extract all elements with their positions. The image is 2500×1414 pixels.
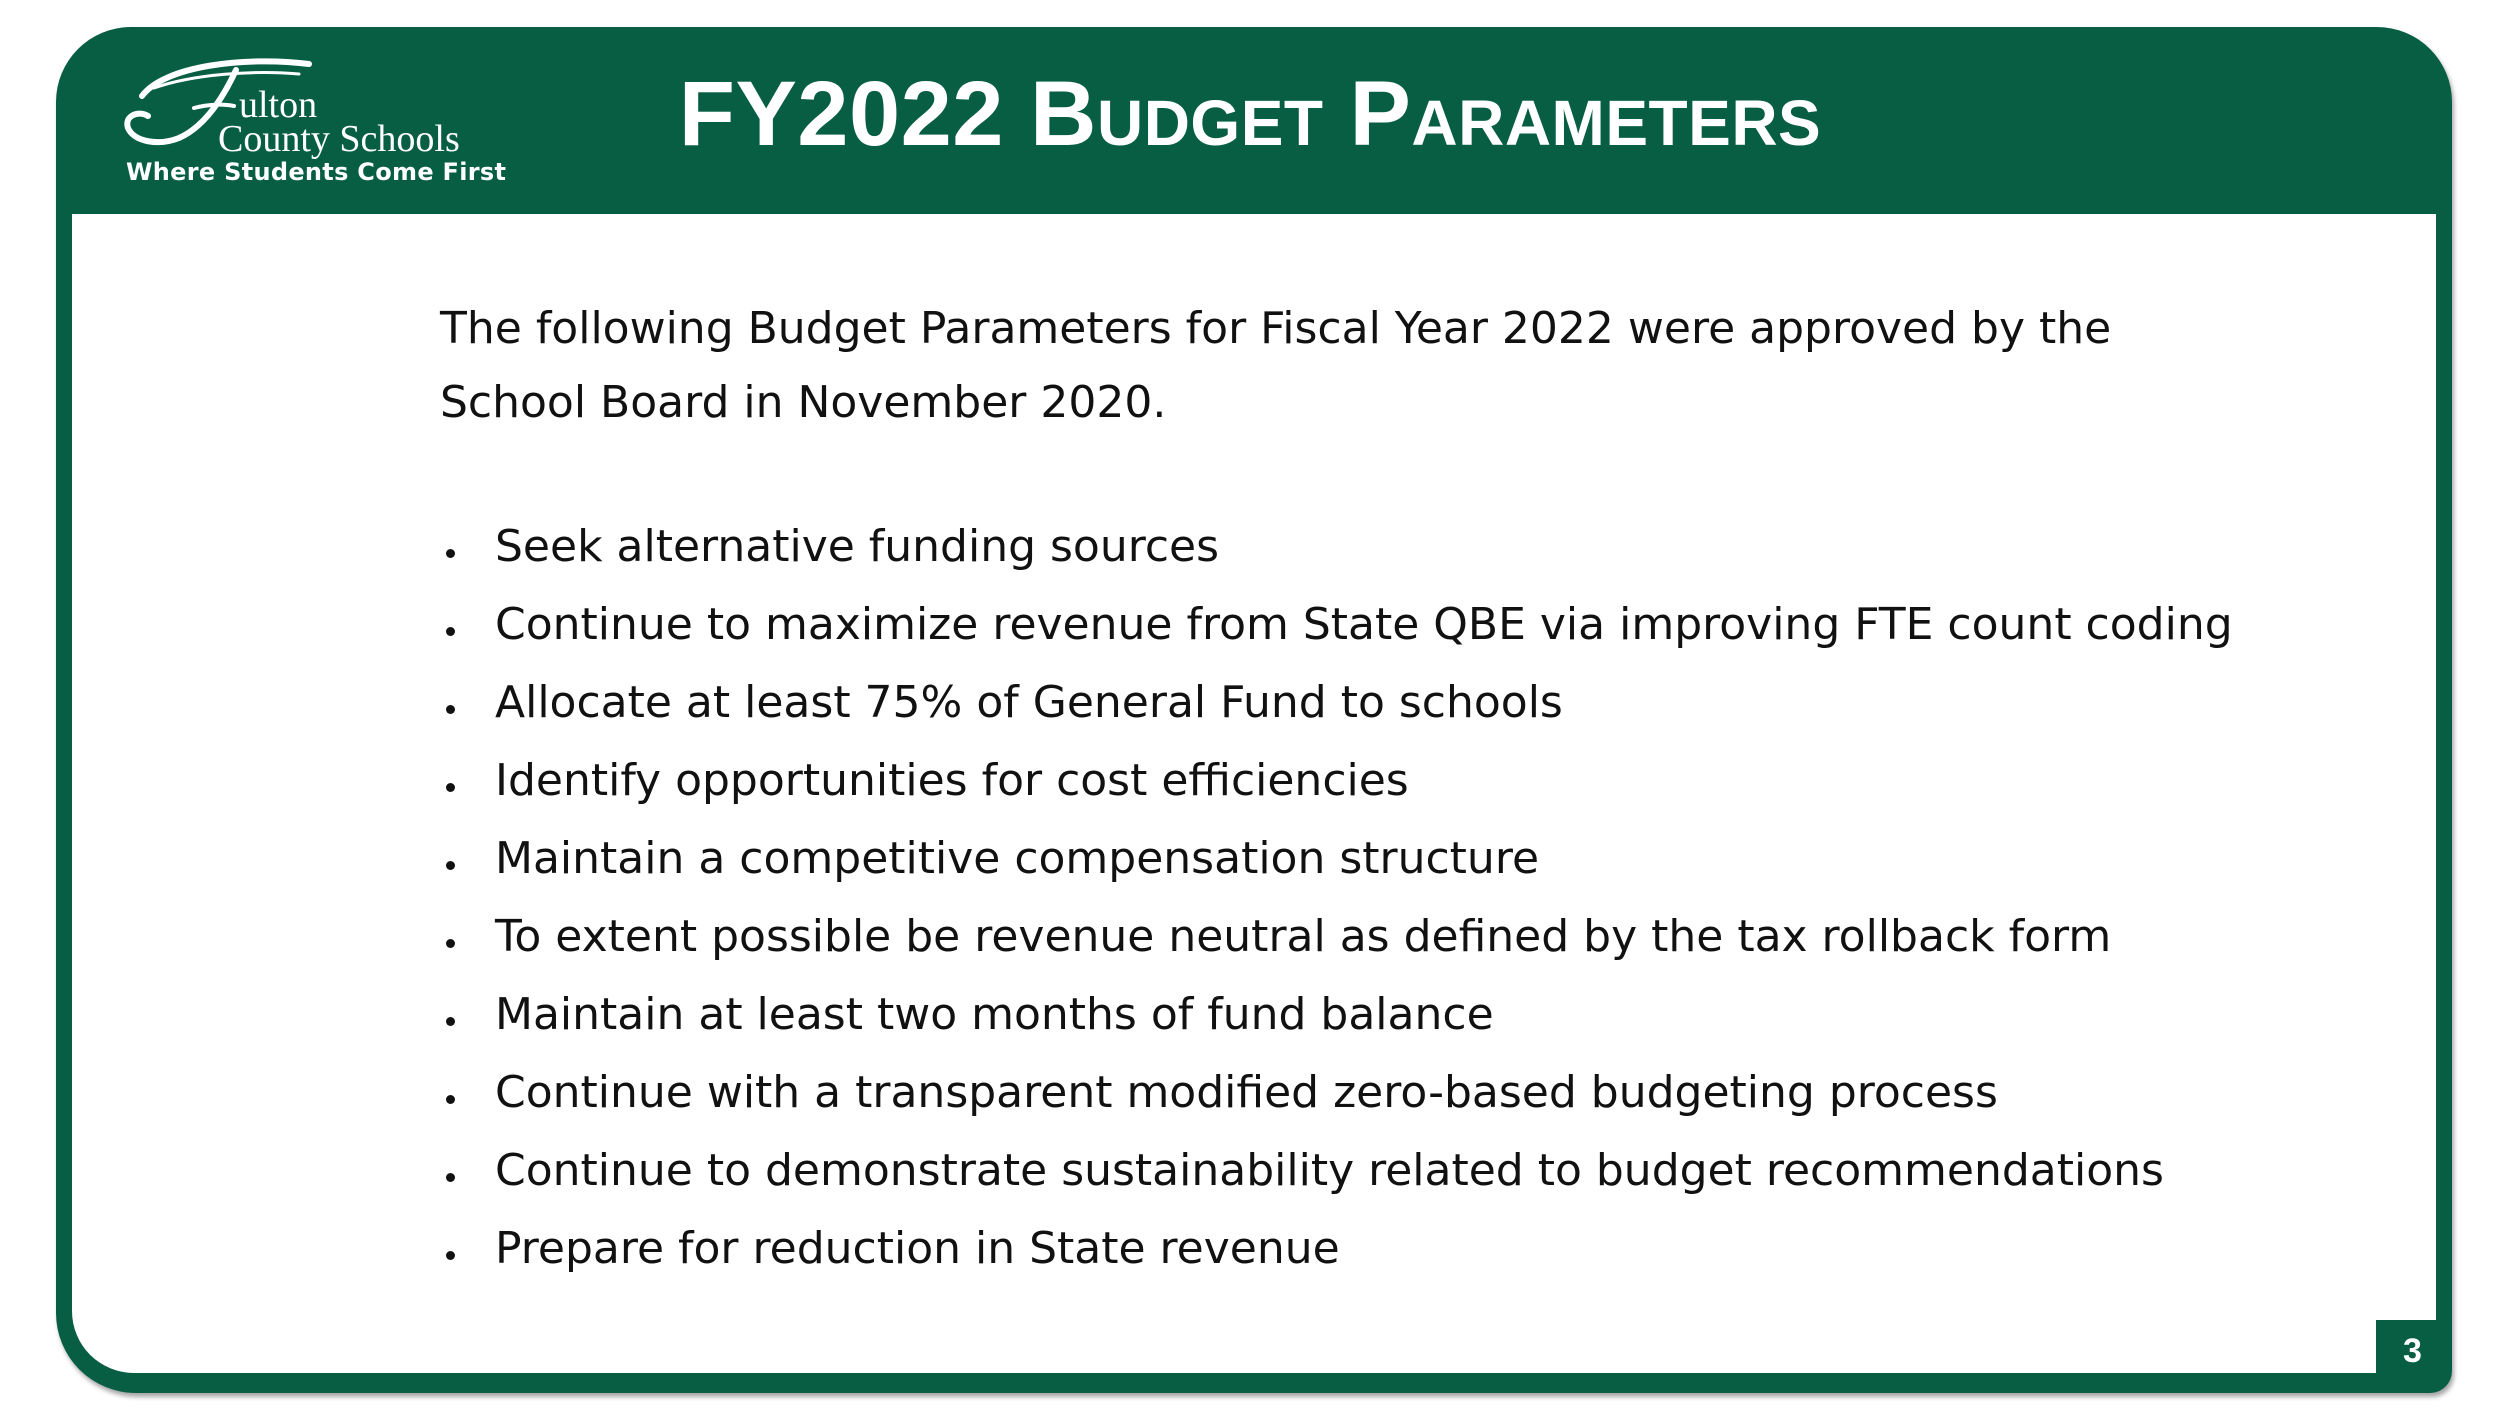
bullet-icon <box>446 1095 455 1104</box>
logo-tagline: Where Students Come First <box>126 158 507 186</box>
list-item-text: Prepare for reduction in State revenue <box>495 1223 1340 1274</box>
intro-paragraph: The following Budget Parameters for Fiscal Year 2022 were approved by the School Board in November 2020. <box>440 303 2112 428</box>
list-item-text: Continue to maximize revenue from State QBE via improving FTE count coding <box>495 599 2233 650</box>
list-item-text: Maintain a competitive compensation structure <box>495 833 1540 884</box>
logo-text-line2: County Schools <box>218 118 460 160</box>
list-item-text: Continue to demonstrate sustainability related to budget recommendations <box>495 1145 2164 1196</box>
list-item <box>440 1132 2233 1210</box>
list-item <box>440 586 2233 664</box>
list-item-text: Continue with a transparent modified zero-based budgeting process <box>495 1067 1998 1118</box>
list-item-text: Seek alternative funding sources <box>495 521 1220 572</box>
list-item-text: Maintain at least two months of fund balance <box>495 989 1494 1040</box>
bullet-icon <box>446 1017 455 1026</box>
bullet-icon <box>446 627 455 636</box>
list-item-text: Identify opportunities for cost efficiencies <box>495 755 1409 806</box>
list-item <box>440 1210 2233 1288</box>
list-item <box>440 820 2233 898</box>
list-item <box>440 1054 2233 1132</box>
bullet-icon <box>446 861 455 870</box>
list-item <box>440 664 2233 742</box>
list-item <box>440 898 2233 976</box>
list-item <box>440 742 2233 820</box>
bullet-icon <box>446 549 455 558</box>
bullet-icon <box>446 1173 455 1182</box>
budget-parameters-list <box>440 508 2233 1288</box>
list-item-text: To extent possible be revenue neutral as defined by the tax rollback form <box>495 911 2112 962</box>
logo-text-line1: ulton <box>239 84 318 126</box>
page-number: 3 <box>2376 1320 2449 1382</box>
list-item <box>440 976 2233 1054</box>
bullet-icon <box>446 1251 455 1260</box>
bullet-icon <box>446 783 455 792</box>
list-item-text: Allocate at least 75% of General Fund to schools <box>495 677 1563 728</box>
bullet-icon <box>446 939 455 948</box>
list-item <box>440 508 2233 586</box>
page-title: FY2022 Budget Parameters <box>678 63 1822 165</box>
bullet-icon <box>446 705 455 714</box>
